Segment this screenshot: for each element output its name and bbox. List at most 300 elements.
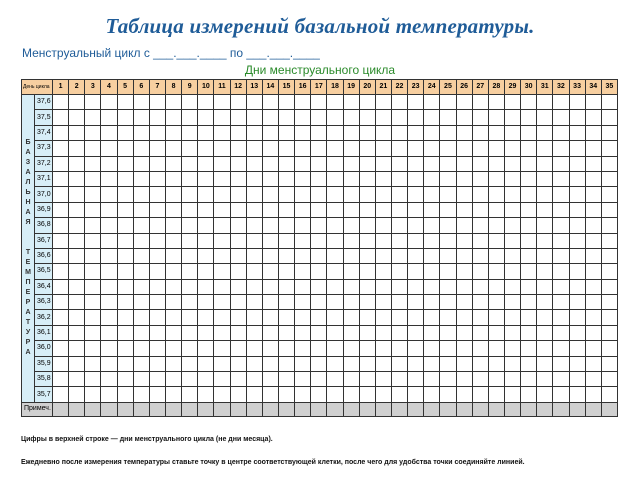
grid-cell[interactable] (537, 125, 553, 140)
grid-cell[interactable] (182, 248, 198, 263)
grid-cell[interactable] (553, 202, 569, 217)
grid-cell[interactable] (230, 141, 246, 156)
grid-cell[interactable] (488, 110, 504, 125)
grid-cell[interactable] (246, 95, 262, 110)
grid-cell[interactable] (537, 341, 553, 356)
grid-cell[interactable] (585, 356, 601, 371)
grid-cell[interactable] (101, 295, 117, 310)
grid-cell[interactable] (295, 187, 311, 202)
grid-cell[interactable] (408, 218, 424, 233)
grid-cell[interactable] (601, 156, 617, 171)
grid-cell[interactable] (521, 187, 537, 202)
grid-cell[interactable] (424, 156, 440, 171)
grid-cell[interactable] (149, 233, 165, 248)
grid-cell[interactable] (53, 125, 69, 140)
grid-cell[interactable] (327, 387, 343, 402)
grid-cell[interactable] (585, 218, 601, 233)
grid-cell[interactable] (408, 341, 424, 356)
grid-cell[interactable] (327, 171, 343, 186)
grid-cell[interactable] (375, 141, 391, 156)
notes-cell[interactable] (440, 402, 456, 416)
grid-cell[interactable] (537, 171, 553, 186)
grid-cell[interactable] (408, 156, 424, 171)
grid-cell[interactable] (375, 325, 391, 340)
grid-cell[interactable] (343, 279, 359, 294)
grid-cell[interactable] (408, 325, 424, 340)
grid-cell[interactable] (295, 356, 311, 371)
grid-cell[interactable] (149, 125, 165, 140)
grid-cell[interactable] (85, 264, 101, 279)
grid-cell[interactable] (456, 95, 472, 110)
grid-cell[interactable] (117, 372, 133, 387)
grid-cell[interactable] (488, 295, 504, 310)
grid-cell[interactable] (198, 356, 214, 371)
grid-cell[interactable] (262, 248, 278, 263)
grid-cell[interactable] (601, 171, 617, 186)
grid-cell[interactable] (391, 233, 407, 248)
grid-cell[interactable] (456, 141, 472, 156)
grid-cell[interactable] (456, 202, 472, 217)
grid-cell[interactable] (53, 233, 69, 248)
grid-cell[interactable] (133, 279, 149, 294)
grid-cell[interactable] (85, 156, 101, 171)
grid-cell[interactable] (327, 141, 343, 156)
grid-cell[interactable] (278, 156, 294, 171)
grid-cell[interactable] (375, 295, 391, 310)
grid-cell[interactable] (230, 95, 246, 110)
grid-cell[interactable] (601, 372, 617, 387)
grid-cell[interactable] (391, 310, 407, 325)
grid-cell[interactable] (117, 187, 133, 202)
grid-cell[interactable] (343, 202, 359, 217)
grid-cell[interactable] (359, 218, 375, 233)
grid-cell[interactable] (246, 295, 262, 310)
grid-cell[interactable] (262, 95, 278, 110)
grid-cell[interactable] (198, 125, 214, 140)
grid-cell[interactable] (488, 264, 504, 279)
grid-cell[interactable] (391, 95, 407, 110)
grid-cell[interactable] (69, 310, 85, 325)
grid-cell[interactable] (488, 310, 504, 325)
grid-cell[interactable] (214, 95, 230, 110)
grid-cell[interactable] (521, 156, 537, 171)
grid-cell[interactable] (198, 279, 214, 294)
grid-cell[interactable] (424, 372, 440, 387)
notes-cell[interactable] (165, 402, 181, 416)
grid-cell[interactable] (391, 110, 407, 125)
grid-cell[interactable] (327, 248, 343, 263)
grid-cell[interactable] (165, 233, 181, 248)
grid-cell[interactable] (295, 372, 311, 387)
grid-cell[interactable] (359, 279, 375, 294)
grid-cell[interactable] (601, 141, 617, 156)
grid-cell[interactable] (198, 218, 214, 233)
grid-cell[interactable] (375, 156, 391, 171)
grid-cell[interactable] (327, 110, 343, 125)
grid-cell[interactable] (569, 187, 585, 202)
grid-cell[interactable] (375, 310, 391, 325)
grid-cell[interactable] (69, 95, 85, 110)
grid-cell[interactable] (359, 295, 375, 310)
grid-cell[interactable] (117, 387, 133, 402)
grid-cell[interactable] (456, 187, 472, 202)
grid-cell[interactable] (601, 233, 617, 248)
grid-cell[interactable] (85, 141, 101, 156)
grid-cell[interactable] (472, 279, 488, 294)
grid-cell[interactable] (424, 279, 440, 294)
grid-cell[interactable] (601, 125, 617, 140)
grid-cell[interactable] (424, 187, 440, 202)
grid-cell[interactable] (440, 156, 456, 171)
grid-cell[interactable] (537, 141, 553, 156)
grid-cell[interactable] (553, 264, 569, 279)
grid-cell[interactable] (569, 310, 585, 325)
grid-cell[interactable] (585, 248, 601, 263)
grid-cell[interactable] (214, 187, 230, 202)
grid-cell[interactable] (262, 110, 278, 125)
grid-cell[interactable] (182, 233, 198, 248)
grid-cell[interactable] (424, 202, 440, 217)
grid-cell[interactable] (424, 295, 440, 310)
grid-cell[interactable] (133, 95, 149, 110)
notes-cell[interactable] (182, 402, 198, 416)
grid-cell[interactable] (343, 110, 359, 125)
grid-cell[interactable] (327, 325, 343, 340)
grid-cell[interactable] (182, 110, 198, 125)
grid-cell[interactable] (504, 341, 520, 356)
grid-cell[interactable] (182, 171, 198, 186)
grid-cell[interactable] (472, 233, 488, 248)
grid-cell[interactable] (553, 95, 569, 110)
grid-cell[interactable] (327, 264, 343, 279)
grid-cell[interactable] (343, 95, 359, 110)
grid-cell[interactable] (246, 387, 262, 402)
grid-cell[interactable] (117, 233, 133, 248)
grid-cell[interactable] (504, 218, 520, 233)
grid-cell[interactable] (553, 279, 569, 294)
grid-cell[interactable] (165, 325, 181, 340)
notes-cell[interactable] (553, 402, 569, 416)
grid-cell[interactable] (521, 310, 537, 325)
grid-cell[interactable] (311, 95, 327, 110)
grid-cell[interactable] (182, 387, 198, 402)
grid-cell[interactable] (101, 248, 117, 263)
notes-cell[interactable] (85, 402, 101, 416)
grid-cell[interactable] (198, 141, 214, 156)
notes-cell[interactable] (521, 402, 537, 416)
grid-cell[interactable] (601, 202, 617, 217)
grid-cell[interactable] (85, 325, 101, 340)
grid-cell[interactable] (569, 95, 585, 110)
grid-cell[interactable] (246, 248, 262, 263)
notes-cell[interactable] (408, 402, 424, 416)
grid-cell[interactable] (472, 356, 488, 371)
grid-cell[interactable] (327, 187, 343, 202)
grid-cell[interactable] (165, 248, 181, 263)
grid-cell[interactable] (165, 156, 181, 171)
grid-cell[interactable] (262, 356, 278, 371)
grid-cell[interactable] (408, 171, 424, 186)
grid-cell[interactable] (440, 125, 456, 140)
grid-cell[interactable] (375, 387, 391, 402)
grid-cell[interactable] (133, 187, 149, 202)
grid-cell[interactable] (408, 202, 424, 217)
grid-cell[interactable] (440, 341, 456, 356)
notes-cell[interactable] (537, 402, 553, 416)
notes-cell[interactable] (133, 402, 149, 416)
grid-cell[interactable] (424, 356, 440, 371)
grid-cell[interactable] (262, 233, 278, 248)
grid-cell[interactable] (585, 387, 601, 402)
grid-cell[interactable] (488, 125, 504, 140)
grid-cell[interactable] (537, 372, 553, 387)
grid-cell[interactable] (569, 125, 585, 140)
grid-cell[interactable] (424, 264, 440, 279)
grid-cell[interactable] (278, 141, 294, 156)
grid-cell[interactable] (391, 141, 407, 156)
grid-cell[interactable] (585, 125, 601, 140)
grid-cell[interactable] (311, 233, 327, 248)
grid-cell[interactable] (165, 202, 181, 217)
grid-cell[interactable] (311, 187, 327, 202)
grid-cell[interactable] (601, 310, 617, 325)
grid-cell[interactable] (311, 202, 327, 217)
grid-cell[interactable] (424, 218, 440, 233)
grid-cell[interactable] (456, 341, 472, 356)
grid-cell[interactable] (85, 187, 101, 202)
grid-cell[interactable] (149, 110, 165, 125)
grid-cell[interactable] (311, 156, 327, 171)
grid-cell[interactable] (198, 372, 214, 387)
grid-cell[interactable] (327, 202, 343, 217)
grid-cell[interactable] (117, 310, 133, 325)
grid-cell[interactable] (504, 125, 520, 140)
grid-cell[interactable] (230, 248, 246, 263)
grid-cell[interactable] (456, 279, 472, 294)
grid-cell[interactable] (585, 372, 601, 387)
grid-cell[interactable] (295, 341, 311, 356)
grid-cell[interactable] (85, 341, 101, 356)
grid-cell[interactable] (472, 218, 488, 233)
grid-cell[interactable] (295, 233, 311, 248)
grid-cell[interactable] (456, 248, 472, 263)
grid-cell[interactable] (488, 233, 504, 248)
grid-cell[interactable] (69, 295, 85, 310)
grid-cell[interactable] (343, 218, 359, 233)
grid-cell[interactable] (133, 171, 149, 186)
grid-cell[interactable] (278, 264, 294, 279)
grid-cell[interactable] (359, 248, 375, 263)
grid-cell[interactable] (327, 95, 343, 110)
grid-cell[interactable] (553, 325, 569, 340)
notes-cell[interactable] (230, 402, 246, 416)
grid-cell[interactable] (295, 156, 311, 171)
grid-cell[interactable] (521, 356, 537, 371)
grid-cell[interactable] (198, 248, 214, 263)
grid-cell[interactable] (488, 279, 504, 294)
grid-cell[interactable] (182, 218, 198, 233)
grid-cell[interactable] (198, 325, 214, 340)
grid-cell[interactable] (391, 248, 407, 263)
grid-cell[interactable] (488, 95, 504, 110)
grid-cell[interactable] (262, 279, 278, 294)
grid-cell[interactable] (456, 233, 472, 248)
grid-cell[interactable] (472, 95, 488, 110)
grid-cell[interactable] (117, 171, 133, 186)
grid-cell[interactable] (53, 325, 69, 340)
grid-cell[interactable] (165, 387, 181, 402)
grid-cell[interactable] (295, 218, 311, 233)
grid-cell[interactable] (359, 141, 375, 156)
grid-cell[interactable] (424, 95, 440, 110)
grid-cell[interactable] (149, 325, 165, 340)
grid-cell[interactable] (343, 187, 359, 202)
grid-cell[interactable] (537, 325, 553, 340)
grid-cell[interactable] (101, 233, 117, 248)
grid-cell[interactable] (537, 310, 553, 325)
grid-cell[interactable] (278, 310, 294, 325)
grid-cell[interactable] (375, 187, 391, 202)
grid-cell[interactable] (214, 218, 230, 233)
notes-cell[interactable] (601, 402, 617, 416)
notes-cell[interactable] (359, 402, 375, 416)
grid-cell[interactable] (440, 372, 456, 387)
grid-cell[interactable] (521, 295, 537, 310)
grid-cell[interactable] (133, 356, 149, 371)
grid-cell[interactable] (230, 125, 246, 140)
grid-cell[interactable] (537, 187, 553, 202)
grid-cell[interactable] (585, 141, 601, 156)
grid-cell[interactable] (504, 156, 520, 171)
grid-cell[interactable] (601, 356, 617, 371)
grid-cell[interactable] (585, 156, 601, 171)
notes-cell[interactable] (456, 402, 472, 416)
grid-cell[interactable] (198, 202, 214, 217)
grid-cell[interactable] (456, 125, 472, 140)
grid-cell[interactable] (327, 310, 343, 325)
grid-cell[interactable] (521, 264, 537, 279)
grid-cell[interactable] (472, 295, 488, 310)
grid-cell[interactable] (230, 171, 246, 186)
grid-cell[interactable] (198, 387, 214, 402)
grid-cell[interactable] (601, 248, 617, 263)
grid-cell[interactable] (327, 295, 343, 310)
grid-cell[interactable] (85, 248, 101, 263)
grid-cell[interactable] (214, 248, 230, 263)
grid-cell[interactable] (440, 233, 456, 248)
grid-cell[interactable] (230, 202, 246, 217)
grid-cell[interactable] (182, 202, 198, 217)
grid-cell[interactable] (521, 341, 537, 356)
grid-cell[interactable] (569, 248, 585, 263)
grid-cell[interactable] (553, 218, 569, 233)
grid-cell[interactable] (472, 141, 488, 156)
grid-cell[interactable] (504, 264, 520, 279)
grid-cell[interactable] (343, 387, 359, 402)
grid-cell[interactable] (214, 171, 230, 186)
grid-cell[interactable] (521, 233, 537, 248)
grid-cell[interactable] (375, 356, 391, 371)
grid-cell[interactable] (359, 125, 375, 140)
grid-cell[interactable] (569, 325, 585, 340)
grid-cell[interactable] (198, 110, 214, 125)
grid-cell[interactable] (408, 141, 424, 156)
grid-cell[interactable] (101, 95, 117, 110)
grid-cell[interactable] (424, 141, 440, 156)
grid-cell[interactable] (165, 341, 181, 356)
grid-cell[interactable] (133, 125, 149, 140)
grid-cell[interactable] (521, 171, 537, 186)
grid-cell[interactable] (488, 372, 504, 387)
grid-cell[interactable] (230, 279, 246, 294)
grid-cell[interactable] (278, 110, 294, 125)
grid-cell[interactable] (585, 310, 601, 325)
grid-cell[interactable] (246, 233, 262, 248)
grid-cell[interactable] (295, 248, 311, 263)
grid-cell[interactable] (295, 202, 311, 217)
grid-cell[interactable] (214, 356, 230, 371)
grid-cell[interactable] (117, 110, 133, 125)
grid-cell[interactable] (53, 387, 69, 402)
grid-cell[interactable] (488, 171, 504, 186)
grid-cell[interactable] (101, 125, 117, 140)
notes-cell[interactable] (53, 402, 69, 416)
grid-cell[interactable] (504, 372, 520, 387)
grid-cell[interactable] (504, 295, 520, 310)
grid-cell[interactable] (343, 356, 359, 371)
grid-cell[interactable] (375, 279, 391, 294)
grid-cell[interactable] (246, 171, 262, 186)
grid-cell[interactable] (585, 325, 601, 340)
grid-cell[interactable] (278, 325, 294, 340)
grid-cell[interactable] (198, 95, 214, 110)
grid-cell[interactable] (504, 356, 520, 371)
grid-cell[interactable] (391, 187, 407, 202)
grid-cell[interactable] (472, 202, 488, 217)
grid-cell[interactable] (440, 279, 456, 294)
grid-cell[interactable] (456, 110, 472, 125)
grid-cell[interactable] (230, 156, 246, 171)
grid-cell[interactable] (246, 341, 262, 356)
grid-cell[interactable] (585, 279, 601, 294)
grid-cell[interactable] (311, 356, 327, 371)
grid-cell[interactable] (391, 218, 407, 233)
notes-cell[interactable] (569, 402, 585, 416)
grid-cell[interactable] (311, 264, 327, 279)
grid-cell[interactable] (230, 372, 246, 387)
grid-cell[interactable] (359, 341, 375, 356)
grid-cell[interactable] (295, 125, 311, 140)
grid-cell[interactable] (246, 356, 262, 371)
grid-cell[interactable] (278, 279, 294, 294)
grid-cell[interactable] (408, 372, 424, 387)
grid-cell[interactable] (391, 325, 407, 340)
notes-cell[interactable] (278, 402, 294, 416)
grid-cell[interactable] (456, 171, 472, 186)
grid-cell[interactable] (569, 171, 585, 186)
grid-cell[interactable] (214, 372, 230, 387)
grid-cell[interactable] (182, 279, 198, 294)
notes-cell[interactable] (391, 402, 407, 416)
grid-cell[interactable] (278, 171, 294, 186)
grid-cell[interactable] (278, 341, 294, 356)
grid-cell[interactable] (214, 341, 230, 356)
grid-cell[interactable] (53, 356, 69, 371)
grid-cell[interactable] (537, 387, 553, 402)
grid-cell[interactable] (101, 141, 117, 156)
grid-cell[interactable] (585, 233, 601, 248)
grid-cell[interactable] (440, 310, 456, 325)
